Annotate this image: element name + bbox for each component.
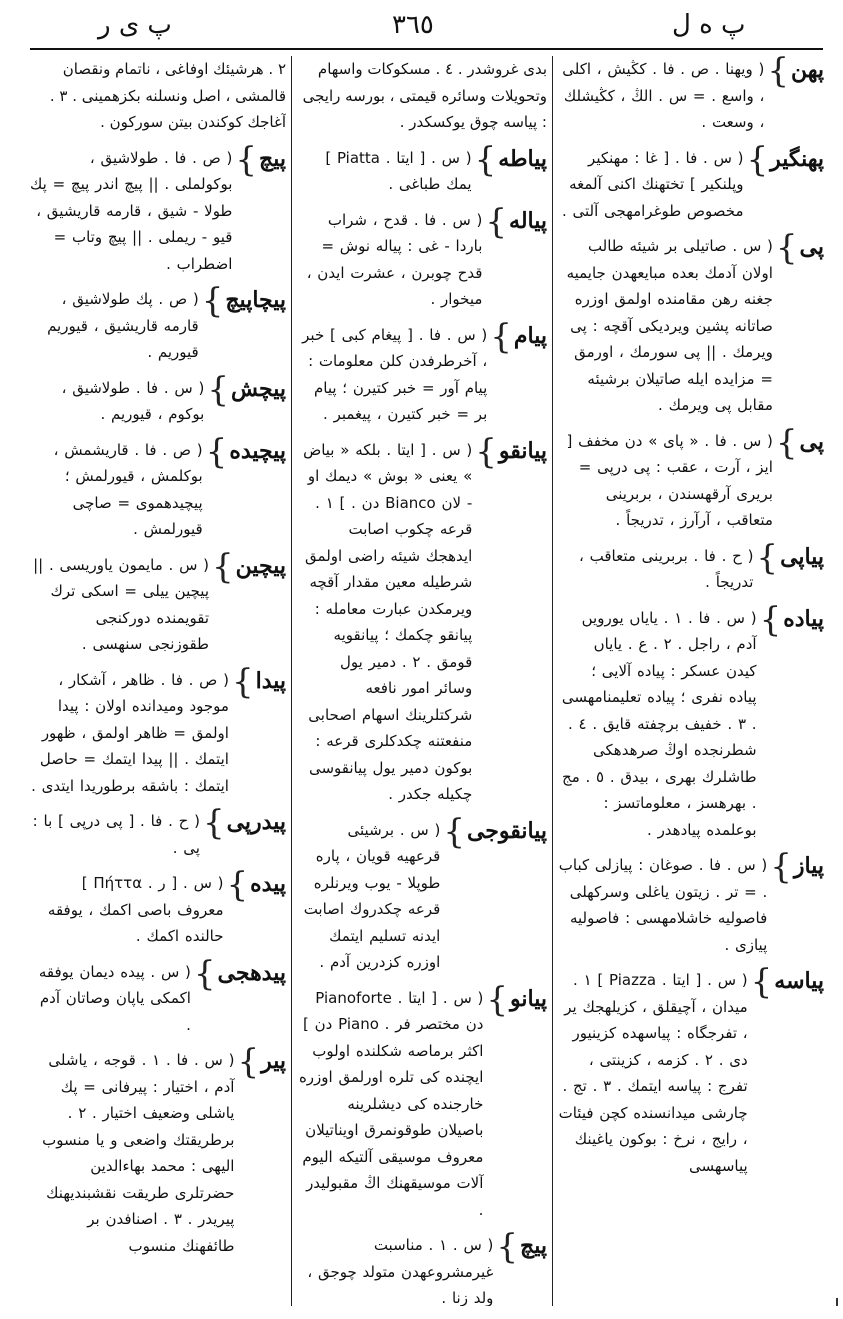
brace: }: [759, 599, 782, 640]
headword: پيچ: [520, 1233, 547, 1259]
column-divider-left: [291, 56, 292, 1306]
brace: }: [207, 369, 229, 410]
headword: پيچش: [230, 375, 286, 402]
page-number: ٣٦٥: [392, 10, 434, 40]
brace: }: [475, 431, 497, 472]
definition: ( س . برشيئى قرعهيه قويان ، پاره طوپلا - يوب ويرنلره قرعه چكدروك اصابت ايدنه تسليم ايتمك اوزره كزدرين آدم .: [303, 820, 441, 971]
headword: پى: [799, 428, 824, 455]
brace: }: [746, 139, 769, 180]
headword: پياپى: [780, 543, 824, 570]
header-left-letters: پ ى ر: [98, 10, 172, 40]
headword: پياطه: [498, 145, 547, 172]
brace: }: [770, 847, 792, 887]
dictionary-entry: [558, 56, 824, 136]
brace: }: [205, 431, 228, 472]
dictionary-entry: [558, 537, 824, 596]
definition: ( ص . فا . طولاشيق ، بوكولملى . || پيچ اندر پيچ = پك طولا - شيق ، قارمه قاريشيق ، قيو - ريملى . || پيچ وتاب = اضطراب .: [30, 148, 233, 273]
column-right: [558, 56, 824, 1306]
dictionary-entry: [30, 661, 286, 800]
dictionary-entry: [558, 847, 824, 958]
dictionary-entry: [558, 599, 824, 844]
definition: ( س . [ ر . Πήττα ] معروف باصى اكمك ، يوفقه حالنده اكمك .: [47, 874, 224, 945]
brace: }: [775, 228, 798, 268]
brace: }: [490, 316, 512, 357]
definition: ( س . فا . قدح ، شراب باردا - غى : پياله نوش = قدح چوبرن ، عشرت ايدن ، ميخوار .: [306, 210, 483, 308]
brace: }: [201, 281, 224, 321]
brace: }: [235, 139, 258, 180]
headword: پيچاپيچ: [225, 287, 286, 313]
headword: پير: [261, 1048, 286, 1074]
brace: }: [226, 865, 249, 905]
brace: }: [485, 201, 508, 242]
brace: }: [750, 962, 773, 1002]
definition: ( ح . فا . بربرينى متعاقب ، تدريجاً .: [579, 546, 754, 591]
definition: ( س . [ ايتا . Pianoforte دن مختصر فر . Piano دن ] اكثر برماصه شكلنده اولوب ايچنده كى تلره اورلمق اوزره خارجنده كى ديشلرينه باصيلان طوقونمرق اويناتيلان معروف موسيقى آلتيكه اليوم آلات موسيقهنك اڭ مقبوليدر .: [298, 988, 484, 1219]
brace: }: [756, 537, 779, 578]
dictionary-entry: [558, 962, 824, 1179]
dictionary-entry: [30, 281, 286, 366]
header-rule: [30, 48, 823, 50]
brace: }: [237, 1042, 260, 1082]
headword: پياسه: [774, 968, 824, 994]
definition: ( س . فا . طولاشيق ، بوكوم ، قيوريم .: [61, 378, 205, 423]
brace: }: [775, 422, 798, 463]
dictionary-entry: [30, 865, 286, 950]
definition: ( س . فا . « پاى » دن مخفف [ ايز ، آرت ، عقب : پى درپى = بريرى آرقهسندن ، بربرينى متعاقب ، آرآرز ، تدريجاً .: [566, 431, 773, 529]
headword: پياز: [793, 853, 824, 879]
headword: پياده: [783, 605, 824, 632]
definition: ( ص . فا . قاريشمش ، بوكلمش ، قيورلمش ؛ پيچيدهموى = صاچى قيورلمش .: [53, 440, 203, 538]
definition: ( ص . پك طولاشيق ، قارمه قاريشيق ، قيوريم قيوريم .: [47, 290, 199, 361]
definition: ( س . فا . [ پيغام كبى ] خبر ، آخرطرفدن كلن معلومات : پيام آور = خبر كتيرن ؛ پيام بر = خبر كتيرن ، پيغمبر .: [302, 325, 488, 423]
brace: }: [212, 546, 234, 587]
brace: }: [767, 56, 789, 91]
definition: ( س . مايمون ياوريسى . || پيچين ييلى = اسكى ترك تقويمنده دوركنجى طقوزنجى سنهسى .: [33, 555, 209, 653]
dictionary-entry: [558, 228, 824, 419]
definition: ( س . [ ايتا . Piazza ] ١ . ميدان ، آچيقلق ، كزيلهجك ير ، تفرجگاه : پياسهده كزينيور دى . ٢ . كزمه ، كزينتى ، تفرج : پياسه ايتمك . ٣ . تج . چارشى ميدانسنده كچن فيئات ، رايج ، نرخ : بوكون ياغينك پياسهسى: [558, 971, 748, 1175]
dictionary-entry: [30, 803, 286, 861]
column-divider-right: [552, 56, 553, 1306]
dictionary-entry: [298, 811, 547, 976]
dictionary-entry: [298, 201, 547, 313]
definition: ( س . ١ . مناسبت غيرمشروعهدن متولد چوجق ، ولد زنا .: [307, 1236, 494, 1306]
headword: پيچين: [235, 552, 286, 579]
definition: ( س . [ ايتا . Piatta ] يمك طباغى .: [325, 148, 472, 193]
column-middle: [298, 56, 547, 1306]
definition: ( س . فا . [ غا : مهنكير وپلنكير ] تختهنك اكنى آلمغه مخصوص طوغرامهجى آلتى .: [561, 148, 744, 220]
dictionary-entry: [30, 1042, 286, 1259]
headword: پيانقو: [498, 437, 547, 464]
headword: پيچ: [259, 145, 286, 172]
definition: ( ص . فا . ظاهر ، آشكار ، موجود وميدانده اولان : پيدا اولمق = ظاهر اولمق ، ظهور ايتمك . || پيدا ايتمك = حاصل ايتمك : باشقه برطوريدا ايتدى .: [31, 670, 229, 795]
headword: پيانقوجى: [466, 817, 547, 844]
dictionary-entry: [30, 139, 286, 278]
brace: }: [474, 139, 497, 180]
page-header: [0, 0, 843, 52]
brace: }: [443, 811, 465, 852]
headword: پيدرپى: [226, 809, 286, 835]
headword: پيدا: [255, 667, 286, 694]
headword: پيانو: [510, 985, 547, 1012]
brace: }: [496, 1227, 519, 1267]
headword: پيده: [250, 871, 286, 897]
headword: پيچيده: [229, 437, 286, 464]
dictionary-entry: [298, 139, 547, 198]
headword: پياله: [509, 207, 547, 234]
definition: ( ويهنا . ص . فا . كڭيش ، اكلى ، واسع . = س . الڭ ، كڭيشلك ، وسعت .: [562, 60, 765, 131]
brace: }: [231, 661, 254, 702]
header-right-letters: پ ه ل: [672, 10, 746, 40]
edge-mark: [836, 1298, 838, 1306]
headword: پى: [799, 234, 824, 260]
headword: پهنگير: [770, 145, 824, 172]
definition: ( س . فا . ١ . ياياں يورويں آدم ، راجل . ٢ . ع . ياياں كيدن عسكر : پياده آلايى ؛ پياده نفرى ؛ پياده تعليمنامهسى . ٣ . خفيف برچفته قايق . ٤ . شطرنجده اوڭ صرهدهكى طاشلرك بهرى ، بيدق . ٥ . مج . بهرهسز ، معلوماتسز : بوعلمده پيادهدر .: [561, 608, 757, 839]
dictionary-entry: [298, 316, 547, 428]
definition: ( س . [ ايتا . بلكه « بياض » يعنى « بوش » ديمك او - لان Bianco دن . ] ١ . قرعه چكوب اصابت ايدهجك شيئه راضى اولمق شرطيله معين مقدار آقچه ويرمكدن عبارت معامله : پيانقو چكمك ؛ پيانقويه قومق . ٢ . دمير يول وسائر امور نافعه شركتلرينك اسهام اصحابى منفعتنه چكدكلرى قرعه : بوكون دمير يول پيانقوسى چكيله جكدر .: [303, 440, 473, 803]
dictionary-entry: [558, 139, 824, 225]
dictionary-entry: [30, 546, 286, 658]
continued-definition: ٢ . هرشيئك اوفاغى ، ناتمام ونقصان قالمشى ، اصل ونسلنه بكزهمينى . ٣ . آغاجك كوكندن بيتن سوركون .: [49, 60, 286, 131]
definition: ( ح . فا . [ پى درپى ] با : پى .: [32, 812, 200, 857]
dictionary-entry: [30, 431, 286, 543]
definition: ( س . پيده ديمان يوفقه اكمكى ياپان وصاتان آدم .: [38, 962, 191, 1034]
brace: }: [202, 803, 225, 843]
brace: }: [486, 979, 509, 1020]
dictionary-entry: [30, 953, 286, 1039]
dictionary-entry: [30, 369, 286, 428]
dictionary-entry: [558, 422, 824, 534]
dictionary-entry: [298, 431, 547, 808]
definition: ( س . صاتيلى بر شيئه طالب اولان آدمك بعده مبايعهدن جايميه جغنه رهن مقامنده اولمق اوزره صاتانه پشين ويرديكى آقچه : پى ويرمك . || پى سورمك ، اورمق = مزايده ايله صاتيلان برشيئه مقابل پى ويرمك .: [566, 237, 773, 414]
definition: ( س . فا . ١ . قوجه ، ياشلى آدم ، اختيار : پيرفانى = پك ياشلى وضعيف اختيار . ٢ . برطريقتك واضعى و يا منسوب اليهى : محمد بهاءالدين حضرتلرى طريقت نقشبنديهنك پيريدر . ٣ . اصنافدن بر طائفهنك منسوب: [42, 1051, 235, 1255]
headword: پيدهجى: [217, 959, 286, 986]
definition: ( س . فا . صوغان : پيازلى كباب . = تر . زيتون ياغلى وسركهلى فاصوليه خاشلامهسى : فاصوليه پيازى .: [558, 856, 768, 954]
brace: }: [193, 953, 216, 994]
dictionary-entry: [298, 979, 547, 1224]
continued-definition: بدى غروشدر . ٤ . مسكوكات واسهام وتحويلات وسائره قيمتى ، بورسه رايجى : پياسه چوق يوكسكدر .: [302, 60, 547, 131]
column-left: [30, 56, 286, 1306]
dictionary-entry: [298, 1227, 547, 1306]
headword: پهن: [790, 57, 824, 83]
headword: پيام: [513, 322, 547, 349]
